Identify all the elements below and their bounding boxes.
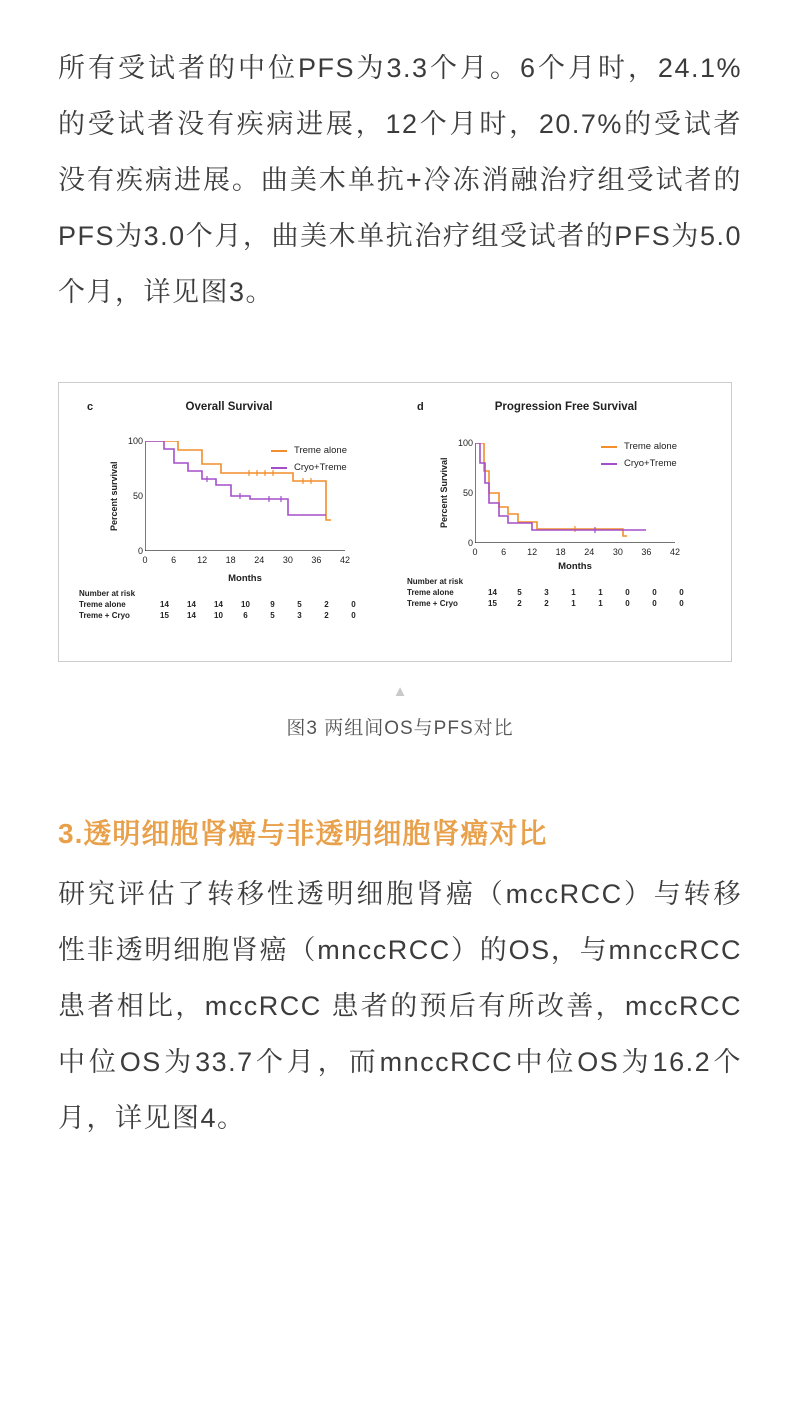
risk-val: 2	[324, 611, 329, 620]
risk-val: 1	[571, 588, 576, 597]
legend-swatch-purple-icon	[271, 467, 287, 469]
figure-3-image	[58, 382, 732, 662]
y-axis-label-d: Percent Survival	[439, 457, 449, 529]
risk-val: 3	[297, 611, 302, 620]
legend-d	[601, 441, 677, 475]
risk-val: 0	[625, 599, 630, 608]
risk-val: 1	[571, 599, 576, 608]
risk-val: 9	[270, 600, 275, 609]
x-tick-c-24: 24	[254, 555, 265, 565]
paragraph-pfs-results: 所有受试者的中位PFS为3.3个月。6个月时，24.1%的受试者没有疾病进展，12个月时，20.7%的受试者没有疾病进展。曲美木单抗+冷冻消融治疗组受试者的PFS为3.0个月，曲美木单抗治疗组受试者的PFS为5.0个月，详见图3。	[58, 53, 742, 307]
panel-overall-survival	[59, 383, 399, 663]
legend-item-treme-alone-d	[601, 441, 677, 452]
legend-item-cryo-treme-c	[271, 462, 347, 473]
risk-row-treme-alone-d	[407, 587, 695, 598]
section-heading-3: 3.透明细胞肾癌与非透明细胞肾癌对比	[58, 818, 548, 849]
panel-letter-d: d	[417, 401, 424, 413]
risk-label-d-1: Treme + Cryo	[407, 599, 458, 608]
risk-val: 1	[598, 599, 603, 608]
figure-3	[58, 382, 742, 740]
legend-label-cryo-treme-c: Cryo+Treme	[294, 462, 347, 473]
risk-val: 0	[351, 611, 356, 620]
risk-val: 15	[488, 599, 497, 608]
panel-title-progression-free-survival: Progression Free Survival	[494, 401, 638, 413]
caption-arrow-up-icon: ▲	[392, 683, 408, 700]
risk-val: 1	[598, 588, 603, 597]
risk-val: 14	[187, 611, 196, 620]
risk-table-c	[79, 589, 367, 621]
legend-label-treme-alone-c: Treme alone	[294, 445, 347, 456]
risk-label-c-0: Treme alone	[79, 600, 126, 609]
risk-val: 14	[214, 600, 223, 609]
risk-val: 2	[544, 599, 549, 608]
risk-val: 5	[517, 588, 522, 597]
risk-row-treme-cryo-c	[79, 610, 367, 621]
legend-swatch-orange-icon	[271, 450, 287, 452]
legend-label-treme-alone-d: Treme alone	[624, 441, 677, 452]
risk-val: 10	[241, 600, 250, 609]
legend-c	[271, 445, 347, 479]
y-tick-c-50: 50	[132, 491, 143, 501]
x-tick-d-12: 12	[527, 547, 538, 557]
y-tick-d-50: 50	[462, 488, 473, 498]
risk-val: 5	[270, 611, 275, 620]
y-tick-c-0: 0	[137, 546, 143, 556]
risk-val: 5	[297, 600, 302, 609]
risk-val: 3	[544, 588, 549, 597]
risk-table-title-c: Number at risk	[79, 589, 136, 598]
x-tick-c-36: 36	[311, 555, 322, 565]
x-tick-d-30: 30	[612, 547, 623, 557]
risk-val: 6	[243, 611, 248, 620]
legend-swatch-purple-icon	[601, 463, 617, 465]
x-tick-d-6: 6	[501, 547, 507, 557]
risk-val: 0	[679, 599, 684, 608]
risk-val: 14	[187, 600, 196, 609]
risk-val: 0	[652, 599, 657, 608]
y-tick-c-100: 100	[127, 436, 143, 446]
risk-val: 0	[679, 588, 684, 597]
panel-progression-free-survival	[399, 383, 733, 663]
x-tick-d-42: 42	[669, 547, 681, 557]
risk-val: 10	[214, 611, 223, 620]
panel-letter-c: c	[87, 401, 94, 413]
risk-val: 2	[324, 600, 329, 609]
risk-label-c-1: Treme + Cryo	[79, 611, 130, 620]
x-axis-label-d: Months	[558, 561, 592, 572]
x-tick-d-18: 18	[555, 547, 566, 557]
risk-label-d-0: Treme alone	[407, 588, 454, 597]
x-tick-c-42: 42	[339, 555, 351, 565]
risk-row-treme-cryo-d	[407, 598, 695, 609]
risk-row-treme-alone-c	[79, 599, 367, 610]
risk-table-d	[407, 577, 695, 609]
x-axis-label-c: Months	[228, 573, 262, 584]
risk-val: 0	[351, 600, 356, 609]
paragraph-section-3-body: 研究评估了转移性透明细胞肾癌（mccRCC）与转移性非透明细胞肾癌（mnccRCC）的OS，与mnccRCC患者相比，mccRCC 患者的预后有所改善，mccRCC中位OS为33.7个月，而mnccRCC中位OS为16.2个月，详见图4。	[58, 879, 742, 1133]
legend-swatch-orange-icon	[601, 446, 617, 448]
risk-val: 2	[517, 599, 522, 608]
x-tick-d-24: 24	[584, 547, 595, 557]
risk-val: 14	[488, 588, 497, 597]
x-tick-c-30: 30	[282, 555, 293, 565]
x-tick-d-36: 36	[641, 547, 652, 557]
risk-val: 0	[652, 588, 657, 597]
panel-title-overall-survival: Overall Survival	[185, 401, 273, 413]
x-tick-c-0: 0	[142, 555, 148, 565]
legend-label-cryo-treme-d: Cryo+Treme	[624, 458, 677, 469]
x-tick-c-6: 6	[171, 555, 177, 565]
legend-item-treme-alone-c	[271, 445, 347, 456]
y-tick-d-0: 0	[467, 538, 473, 548]
legend-item-cryo-treme-d	[601, 458, 677, 469]
x-tick-c-12: 12	[197, 555, 208, 565]
risk-val: 0	[625, 588, 630, 597]
risk-val: 14	[160, 600, 169, 609]
figure-caption: 图3 两组间OS与PFS对比	[286, 718, 514, 739]
x-tick-c-18: 18	[225, 555, 236, 565]
y-tick-d-100: 100	[457, 438, 473, 448]
risk-table-title-d: Number at risk	[407, 577, 464, 586]
risk-val: 15	[160, 611, 169, 620]
y-axis-label-c: Percent survival	[109, 461, 119, 531]
x-tick-d-0: 0	[472, 547, 478, 557]
